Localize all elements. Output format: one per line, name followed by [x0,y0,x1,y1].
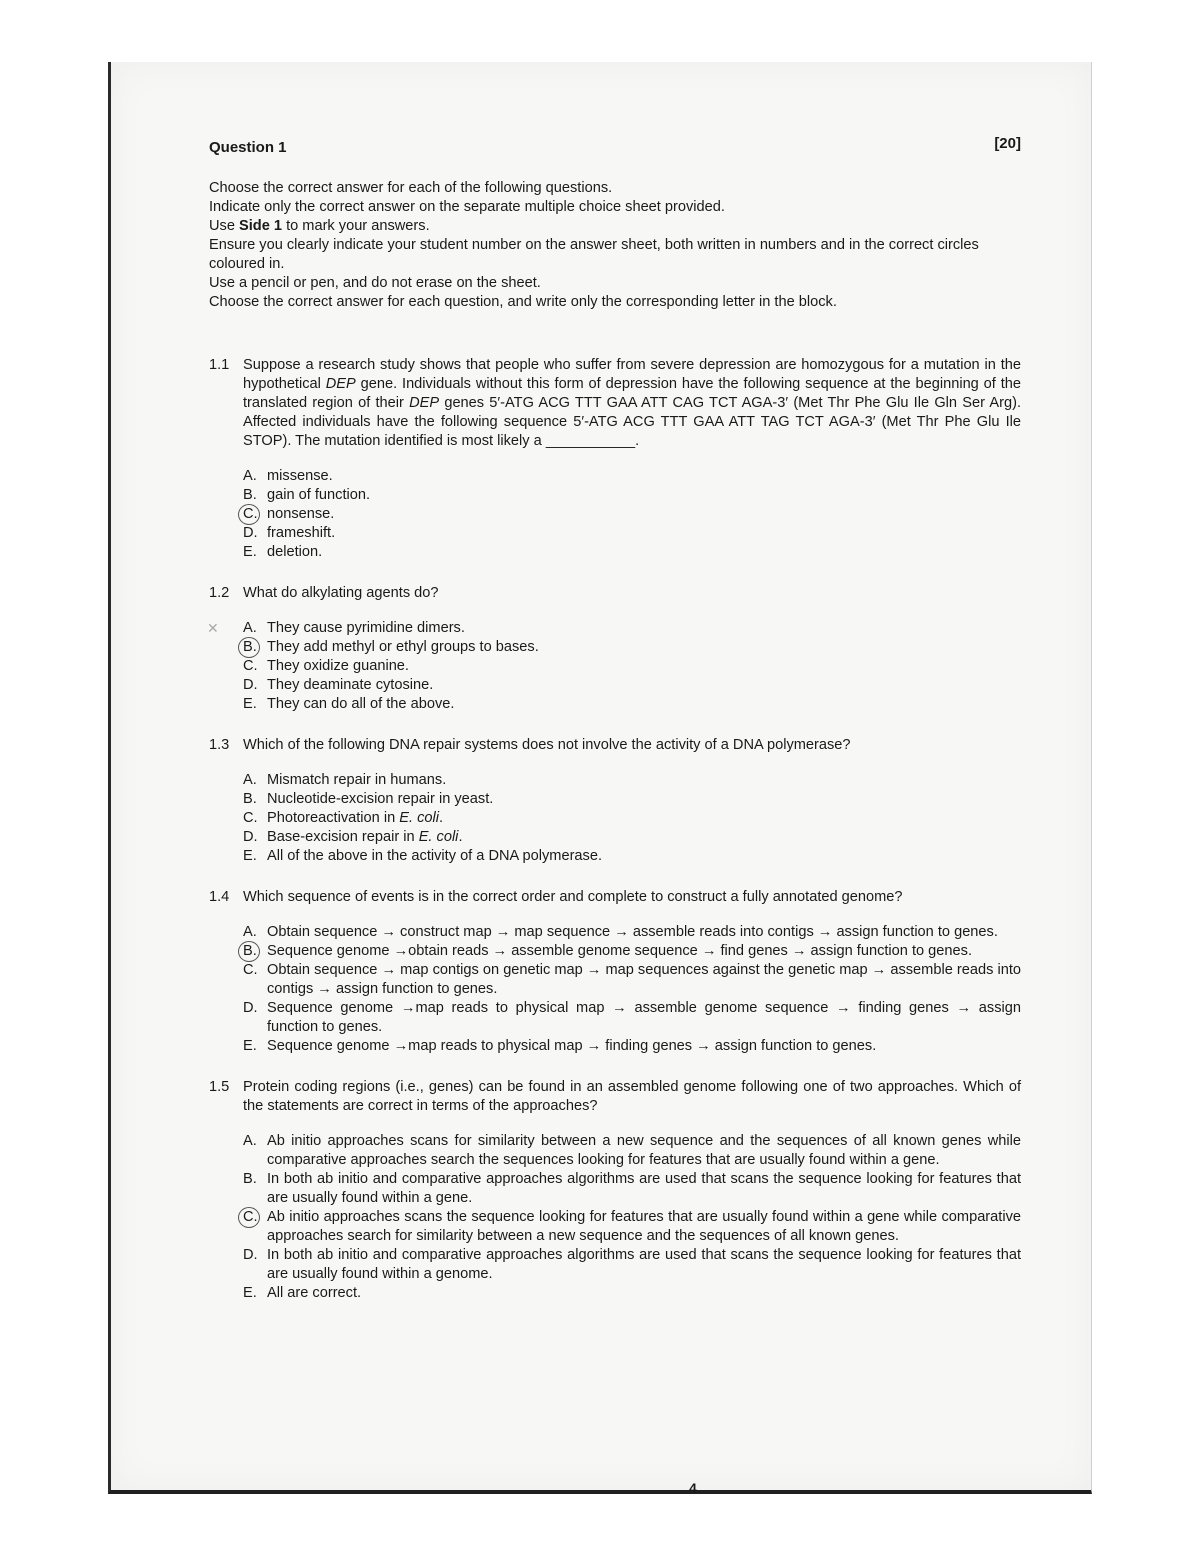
question-text: Protein coding regions (i.e., genes) can be found in an assembled genome following one of two approaches. Which of the statements are correct in terms of the approaches? [243,1079,1021,1114]
option-letter-circled: B. [243,942,267,961]
option-letter: E. [243,1038,257,1054]
option-e[interactable] [243,543,1021,562]
option-text: They add methyl or ethyl groups to bases. [267,639,539,655]
option-text: Sequence genome →map reads to physical map → assemble genome sequence → finding genes → assign function to genes. [267,1000,1021,1035]
question-number: 1.4 [209,889,230,905]
option-text: They can do all of the above. [267,696,455,712]
option-text-part: . [458,829,463,845]
gene-name: DEP [325,376,356,392]
question-1-5 [209,1078,1021,1303]
option-letter: C. [243,658,258,674]
question-number: 1.5 [209,1079,230,1095]
option-text: Obtain sequence → map contigs on genetic map → map sequences against the genetic map → assemble reads into contigs → assign function to genes. [267,962,1021,997]
option-letter: C. [243,962,258,978]
question-number: 1.3 [209,737,230,753]
option-text [267,828,1021,847]
option-c[interactable] [243,1208,1021,1246]
question-number: 1.2 [209,585,230,601]
option-text: All of the above in the activity of a DNA polymerase. [267,848,603,864]
instruction-line: Ensure you clearly indicate your student number on the answer sheet, both written in numbers and in the correct circles coloured in. [209,237,979,272]
option-c[interactable] [243,961,1021,999]
option-e[interactable] [243,847,1021,866]
option-a[interactable] [243,467,1021,486]
option-text: deletion. [267,544,323,560]
option-letter: A. [243,772,257,788]
option-c[interactable] [243,505,1021,524]
option-e[interactable] [243,1284,1021,1303]
option-text: Nucleotide-excision repair in yeast. [267,791,494,807]
option-letter: B. [243,487,257,503]
question-text: What do alkylating agents do? [243,585,439,601]
option-b[interactable] [243,486,1021,505]
question-title: Question 1 [209,139,287,156]
option-text [267,809,1021,828]
option-letter-circled: B. [243,638,267,657]
question-1-2 [209,584,1021,714]
option-text-part: Photoreactivation in [267,810,400,826]
options-list [207,619,1021,714]
option-letter-circled: C. [243,1208,267,1246]
option-text: Obtain sequence → construct map → map sequence → assemble reads into contigs → assign function to genes. [267,924,998,940]
option-text: In both ab initio and comparative approaches algorithms are used that scans the sequence looking for features that are usually found within a genome. [267,1247,1021,1282]
option-e[interactable] [243,695,1021,714]
option-letter: A. [243,924,257,940]
question-text: Which sequence of events is in the correct order and complete to construct a fully annotated genome? [243,889,903,905]
option-text: frameshift. [267,525,336,541]
option-text: missense. [267,468,333,484]
option-text-part: Base-excision repair in [267,829,419,845]
option-a[interactable] [243,1132,1021,1170]
option-letter: C. [243,810,258,826]
option-letter: D. [243,829,258,845]
option-text: They oxidize guanine. [267,658,409,674]
exam-page [108,62,1092,1494]
option-letter: A. [243,1133,257,1149]
options-list [243,1132,1021,1303]
option-d[interactable] [243,1246,1021,1284]
option-e[interactable] [243,1037,1021,1056]
question-1-3 [209,736,1021,866]
option-c[interactable] [243,809,1021,828]
question-text-part: Suppose a research study shows that people who suffer from severe depression are homozygous for a mutation in the hypothetical [243,357,1021,392]
option-text: Ab initio approaches scans for similarity between a new sequence and the sequences of all known genes while comparative approaches search the sequences looking for features that are usually found within a gene. [267,1133,1021,1168]
option-letter-circled: C. [243,505,267,524]
option-d[interactable] [243,999,1021,1037]
question-1-4 [209,888,1021,1056]
option-text: In both ab initio and comparative approaches algorithms are used that scans the sequence looking for features that are usually found within a gene. [267,1171,1021,1206]
instruction-line: Indicate only the correct answer on the separate multiple choice sheet provided. [209,199,725,215]
option-d[interactable] [243,828,1021,847]
instruction-text: Use [209,218,240,234]
option-text: All are correct. [267,1285,362,1301]
option-text: Ab initio approaches scans the sequence looking for features that are usually found within a gene while comparative approaches search for similarity between a new sequence and the sequences of all known genes. [267,1209,1021,1244]
instruction-line: Use a pencil or pen, and do not erase on the sheet. [209,275,541,291]
option-b[interactable] [243,638,1021,657]
option-d[interactable] [243,524,1021,543]
option-a[interactable] [243,923,1021,942]
option-b[interactable] [243,790,1021,809]
option-b[interactable] [243,1170,1021,1208]
option-letter: A. [243,620,257,636]
option-letter: E. [243,544,257,560]
question-text: Which of the following DNA repair systems does not involve the activity of a DNA polymerase? [243,737,851,753]
option-text: nonsense. [267,506,335,522]
option-letter: D. [243,525,258,541]
instruction-line: Choose the correct answer for each of the following questions. [209,180,613,196]
instruction-text: to mark your answers. [282,218,430,234]
option-text: They cause pyrimidine dimers. [267,620,465,636]
page-number: 4 [689,1480,697,1496]
instruction-bold: Side 1 [239,218,283,234]
pencil-mark-icon: ✕ [207,620,219,636]
instructions [209,179,1021,312]
option-letter: B. [243,1171,257,1187]
option-a[interactable] [207,619,1021,638]
option-text: Sequence genome →map reads to physical map → finding genes → assign function to genes. [267,1038,877,1054]
option-letter: E. [243,696,257,712]
option-text: Sequence genome →obtain reads → assemble genome sequence → find genes → assign function to genes. [267,943,972,959]
gene-name: DEP [409,395,440,411]
page-content [207,134,1021,1496]
option-d[interactable] [243,676,1021,695]
question-1-1 [209,356,1021,562]
option-text: Mismatch repair in humans. [267,772,447,788]
option-letter: A. [243,468,257,484]
options-list [243,467,1021,562]
question-number: 1.1 [209,357,230,373]
options-list [243,923,1021,1056]
option-text: gain of function. [267,487,371,503]
option-text: They deaminate cytosine. [267,677,434,693]
option-letter: B. [243,791,257,807]
instruction-line [209,217,1021,236]
option-letter: D. [243,677,258,693]
organism-name: E. coli [399,810,439,826]
option-a[interactable] [243,771,1021,790]
question-text-part: gene. Individuals without this form of depression have the following sequence at the beginning of the translated region of their [243,376,1021,411]
option-b[interactable] [243,942,1021,961]
options-list [243,771,1021,866]
option-letter: D. [243,1000,258,1016]
question-text [243,356,1021,451]
option-letter: E. [243,1285,257,1301]
option-letter: E. [243,848,257,864]
marks-total: [20] [994,135,1021,152]
option-c[interactable] [243,657,1021,676]
question-text-part: genes 5′-ATG ACG TTT GAA ATT CAG TCT AGA-3′ (Met Thr Phe Glu Ile Gln Ser Arg). Affected individuals have the following sequence 5′-ATG ACG TTT GAA ATT TAG TCT AGA-3′ (Met Thr Phe Glu Ile STOP). The mutation identified is most likely a ___________. [243,395,1021,449]
option-text-part: . [439,810,444,826]
organism-name: E. coli [418,829,459,845]
instruction-line: Choose the correct answer for each question, and write only the corresponding letter in the block. [209,294,837,310]
option-letter: D. [243,1247,258,1263]
